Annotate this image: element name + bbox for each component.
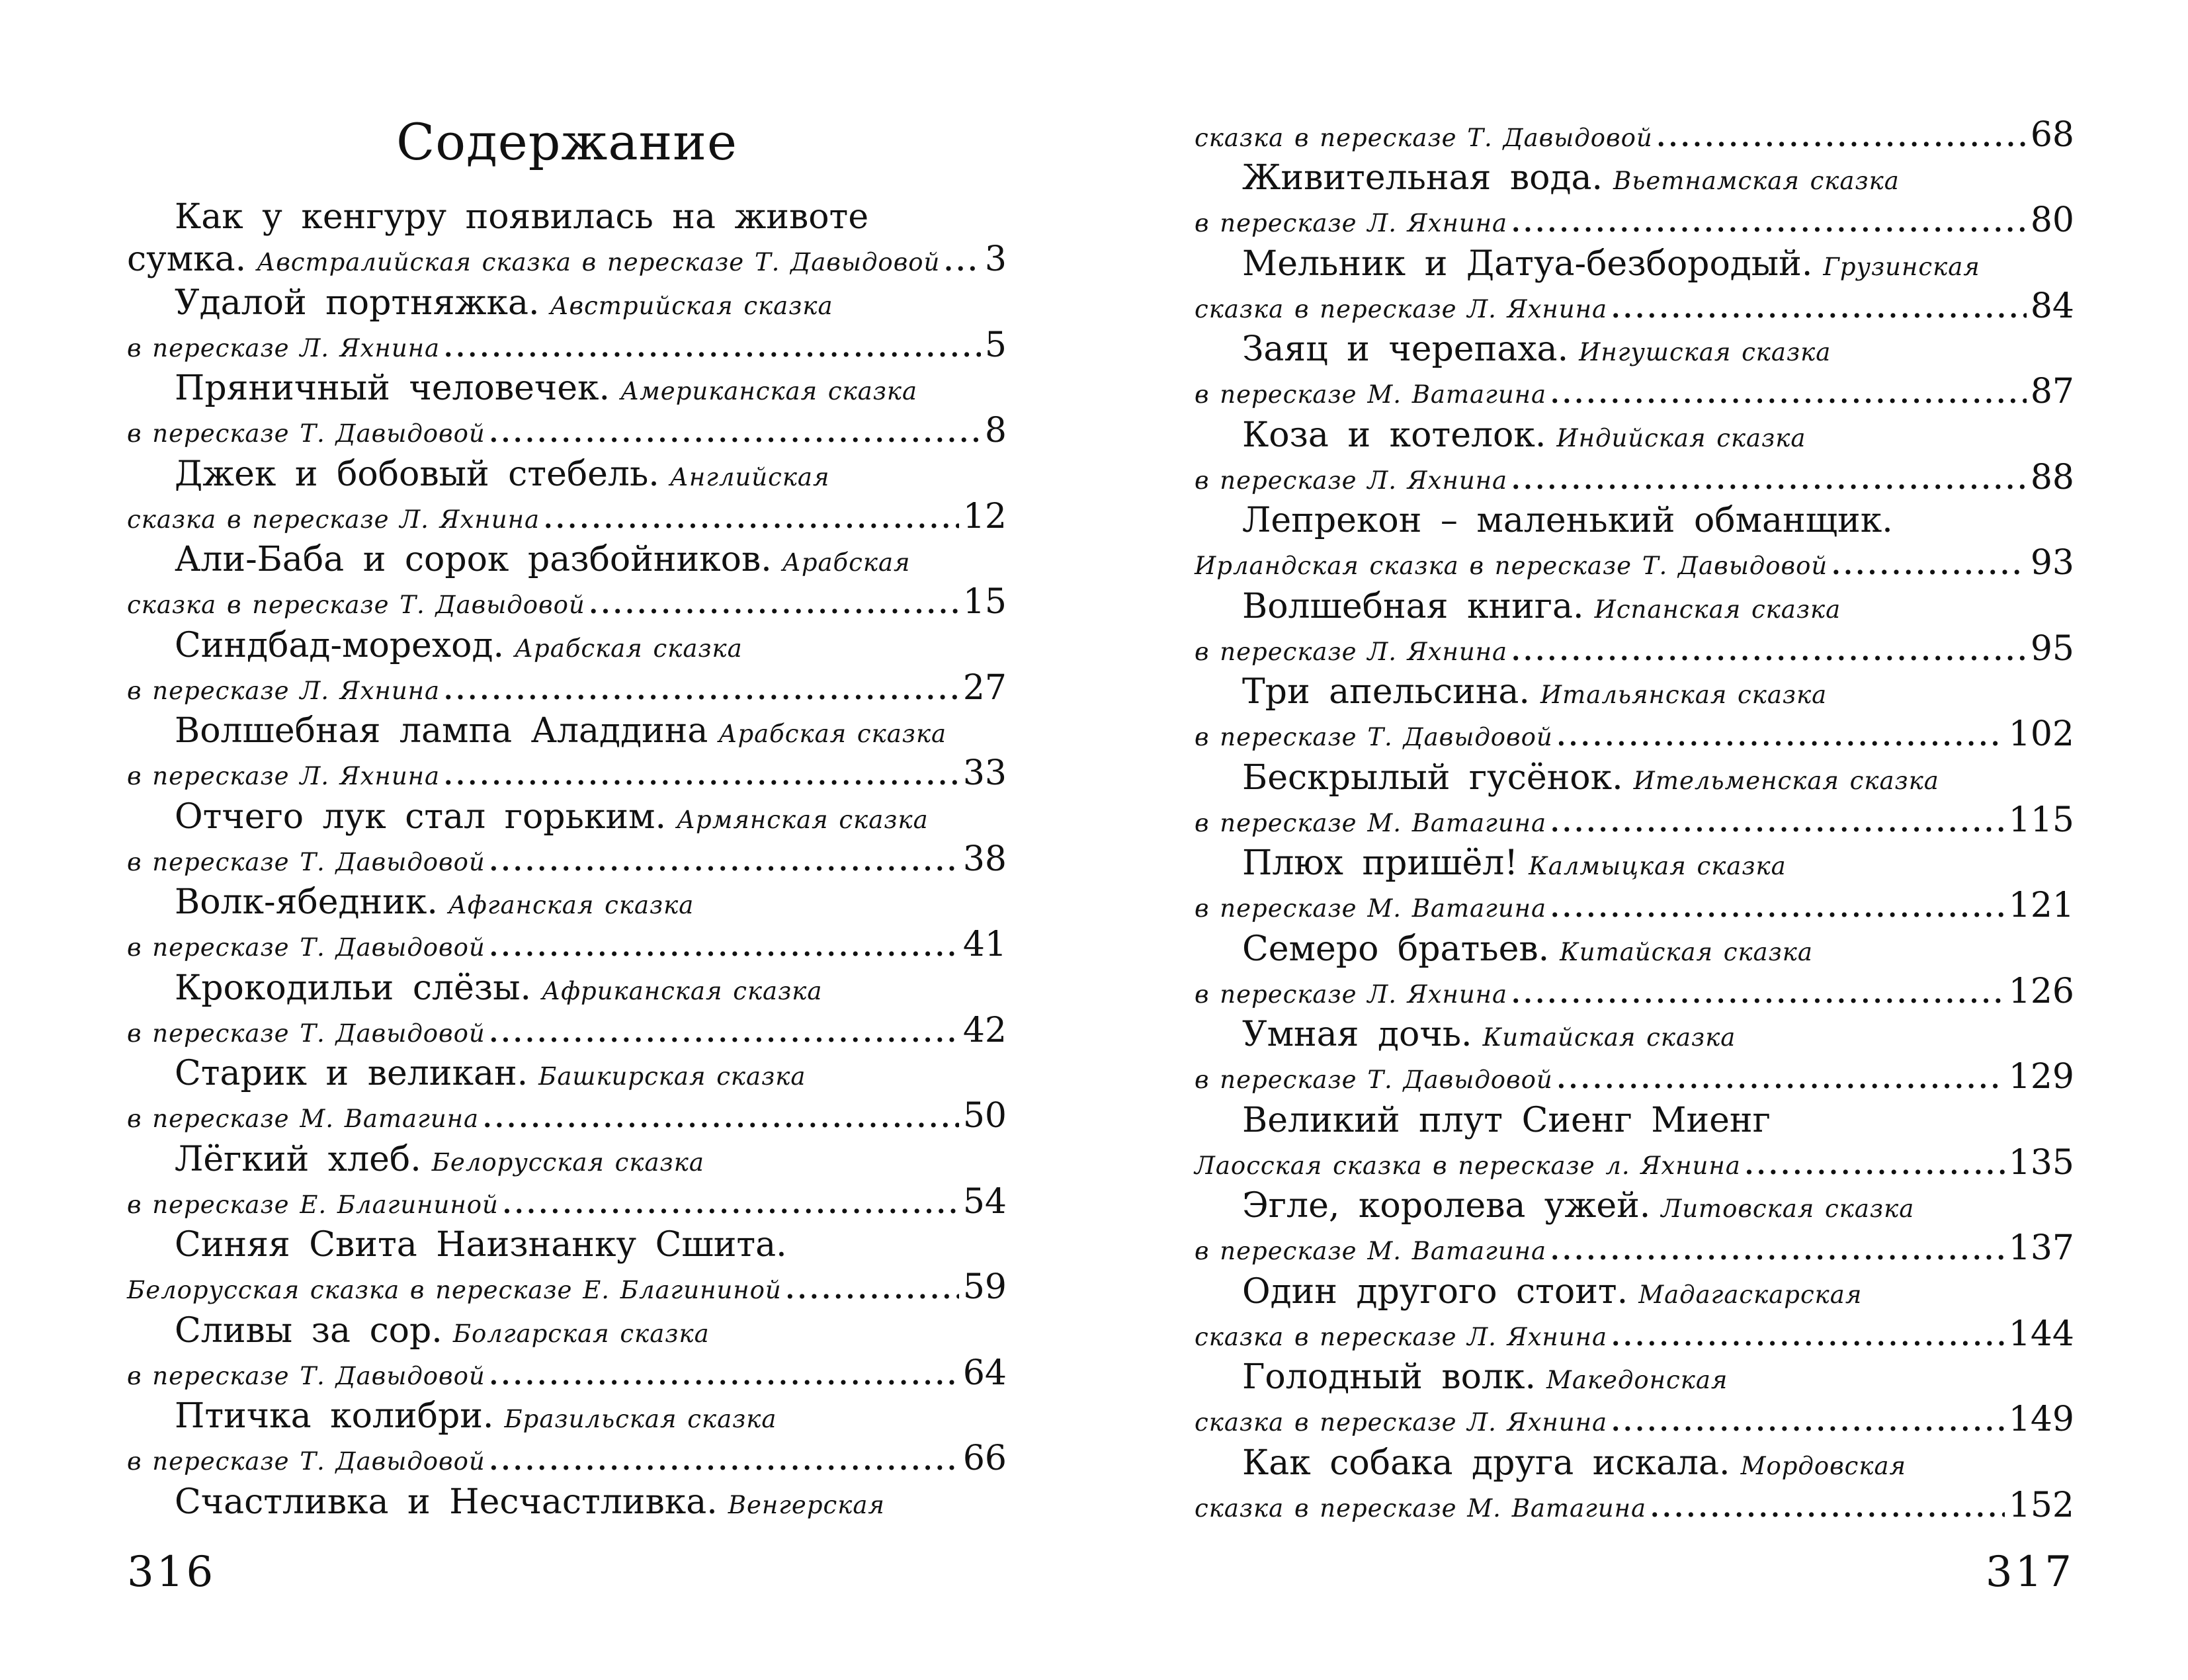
entry-title: Крокодильи слёзы. xyxy=(175,968,532,1008)
entry-title-line xyxy=(127,708,1007,753)
entry-title-line xyxy=(127,1051,1007,1096)
page-number: 87 xyxy=(2030,372,2074,411)
page-number: 66 xyxy=(962,1439,1007,1478)
entry-title: Мельник и Датуа-безбородый. xyxy=(1242,243,1813,284)
entry-source: в пересказе Л. Яхнина xyxy=(1195,209,1508,237)
page-number: 41 xyxy=(962,925,1007,964)
toc-entry xyxy=(127,880,1007,966)
entry-source: в пересказе Л. Яхнина xyxy=(127,333,441,362)
page-number: 15 xyxy=(962,582,1007,622)
entry-source: Африканская сказка xyxy=(542,976,823,1005)
entry-source-line xyxy=(1195,1314,2074,1355)
page-number: 149 xyxy=(2008,1400,2074,1439)
entry-title-line xyxy=(127,1394,1007,1439)
entry-source: Македонская xyxy=(1546,1366,1728,1394)
entry-source-line xyxy=(1195,458,2074,498)
entry-source: Грузинская xyxy=(1823,252,1980,281)
entry-source: Белорусская сказка в пересказе Е. Благининой xyxy=(127,1276,782,1304)
entry-source-line xyxy=(1195,1486,2074,1526)
entry-source-line xyxy=(127,1353,1007,1394)
entry-title-line xyxy=(1195,1355,2074,1400)
entry-source-line xyxy=(1195,886,2074,926)
entry-source-line xyxy=(1195,543,2074,583)
toc-entry xyxy=(127,452,1007,538)
entry-source: Австралийская сказка в пересказе Т. Давыдовой xyxy=(257,248,941,276)
entry-source: в пересказе М. Ватагина xyxy=(127,1105,480,1133)
entry-title-line xyxy=(1195,413,2074,458)
leader-dots xyxy=(1511,631,2027,671)
entry-title-line xyxy=(1195,241,2074,286)
entry-source-line xyxy=(1195,1143,2074,1183)
leader-dots xyxy=(1611,1402,2005,1442)
entry-source: Литовская сказка xyxy=(1661,1195,1915,1223)
page-number: 88 xyxy=(2030,457,2074,497)
toc-entry xyxy=(1195,498,2074,584)
entry-title-line xyxy=(127,880,1007,925)
entry-source: Арабская сказка xyxy=(718,720,947,748)
entry-title: Заяц и черепаха. xyxy=(1242,329,1569,369)
leader-dots xyxy=(786,1269,959,1310)
entry-source-line xyxy=(1195,714,2074,755)
entry-source-line xyxy=(127,497,1007,537)
entry-source: в пересказе Е. Благининой xyxy=(127,1190,499,1219)
leader-dots xyxy=(1511,460,2027,500)
right-page xyxy=(1195,0,2074,1680)
toc-entry xyxy=(1195,1183,2074,1269)
toc-entry xyxy=(1195,241,2074,327)
entry-title-line xyxy=(1195,669,2074,714)
entry-source: Арабская сказка xyxy=(515,634,743,663)
leader-dots xyxy=(589,584,959,624)
toc-entry xyxy=(127,966,1007,1052)
toc-entry xyxy=(127,280,1007,366)
entry-source-line xyxy=(127,1182,1007,1222)
page-number: 12 xyxy=(962,496,1007,536)
page-number: 27 xyxy=(962,667,1007,708)
entry-title-line xyxy=(1195,1012,2074,1057)
entry-title: Сливы за сор. xyxy=(175,1310,442,1351)
entry-title-line xyxy=(127,966,1007,1011)
leader-dots xyxy=(1557,716,2005,757)
toc-entry xyxy=(127,794,1007,880)
entry-title: Три апельсина. xyxy=(1242,672,1530,712)
entry-source-line xyxy=(127,325,1007,366)
entry-title-line xyxy=(127,794,1007,839)
page-title: Содержание xyxy=(396,112,737,171)
entry-title: Как собака друга искала. xyxy=(1242,1443,1730,1483)
entry-source-line xyxy=(1195,800,2074,841)
page-number: 126 xyxy=(2008,971,2074,1011)
entry-source: сказка в пересказе Л. Яхнина xyxy=(1195,294,1608,323)
page-number: 33 xyxy=(962,753,1007,793)
entry-title-line xyxy=(127,1480,1007,1525)
entry-source: Армянская сказка xyxy=(677,805,929,834)
page-number: 95 xyxy=(2030,628,2074,669)
leader-dots xyxy=(1650,1488,2005,1528)
entry-title: Удалой портняжка. xyxy=(175,282,540,323)
entry-title: Живительная вода. xyxy=(1242,158,1603,198)
toc-list-left xyxy=(127,194,1007,1525)
entry-source: в пересказе Л. Яхнина xyxy=(1195,637,1508,666)
leader-dots xyxy=(1511,202,2027,243)
entry-source: Афганская сказка xyxy=(448,891,694,919)
entry-title-line xyxy=(1195,327,2074,372)
entry-source-line xyxy=(1195,372,2074,412)
entry-source: в пересказе Л. Яхнина xyxy=(127,676,441,705)
entry-source-line xyxy=(127,1439,1007,1479)
entry-source: Ительменская сказка xyxy=(1633,766,1939,795)
toc-entry xyxy=(127,1222,1007,1308)
entry-title: Один другого стоит. xyxy=(1242,1271,1628,1312)
entry-source: Китайская сказка xyxy=(1482,1023,1736,1052)
page-number: 5 xyxy=(984,325,1007,365)
leader-dots xyxy=(1657,117,2027,157)
entry-source: Итальянская сказка xyxy=(1540,681,1828,709)
entry-source: в пересказе Т. Давыдовой xyxy=(127,1447,485,1476)
leader-dots xyxy=(1611,1316,2005,1357)
entry-source-line xyxy=(1195,1057,2074,1097)
entry-source-line xyxy=(127,668,1007,708)
toc-entry xyxy=(127,1051,1007,1137)
entry-title: Али-Баба и сорок разбойников. xyxy=(175,540,772,579)
entry-title-continued: сумка. xyxy=(127,239,247,279)
page-number: 42 xyxy=(962,1010,1007,1050)
toc-entry xyxy=(127,366,1007,452)
entry-source: Ингушская сказка xyxy=(1579,338,1831,366)
entry-source: Китайская сказка xyxy=(1560,937,1813,966)
page-number: 129 xyxy=(2008,1057,2074,1097)
entry-title: Семеро братьев. xyxy=(1242,929,1550,969)
entry-source-line xyxy=(127,753,1007,794)
toc-entry xyxy=(1195,1441,2074,1527)
entry-source: в пересказе Л. Яхнина xyxy=(1195,466,1508,495)
entry-title: Волк-ябедник. xyxy=(175,882,438,922)
entry-source: Вьетнамская сказка xyxy=(1613,167,1900,195)
page-folio: 317 xyxy=(1985,1548,2074,1597)
entry-title-line xyxy=(127,1308,1007,1353)
entry-source: Американская сказка xyxy=(620,377,918,405)
entry-source: Калмыцкая сказка xyxy=(1529,852,1787,880)
page-number: 68 xyxy=(2030,115,2074,155)
entry-source-line xyxy=(127,1096,1007,1136)
continued-entry-line xyxy=(1195,115,2074,155)
entry-source: сказка в пересказе Л. Яхнина xyxy=(1195,1322,1608,1351)
entry-source-line xyxy=(127,1011,1007,1051)
leader-dots xyxy=(489,1355,959,1396)
page-number: 121 xyxy=(2008,886,2074,925)
toc-entry xyxy=(127,623,1007,709)
entry-source: Индийская сказка xyxy=(1556,423,1806,452)
entry-title-line xyxy=(127,194,1007,239)
leader-dots xyxy=(544,499,959,539)
entry-title: Эгле, королева ужей. xyxy=(1242,1186,1651,1226)
entry-source: в пересказе Т. Давыдовой xyxy=(127,1361,485,1390)
toc-entry xyxy=(1195,755,2074,841)
entry-title-line xyxy=(1195,927,2074,972)
leader-dots xyxy=(1550,888,2005,928)
entry-title: Старик и великан. xyxy=(175,1054,528,1093)
toc-entry xyxy=(1195,669,2074,755)
page-number: 80 xyxy=(2030,200,2074,240)
entry-title-line xyxy=(1195,584,2074,629)
entry-title-line xyxy=(1195,1441,2074,1486)
entry-title: Умная дочь. xyxy=(1242,1015,1472,1054)
entry-source: в пересказе Т. Давыдовой xyxy=(1195,723,1553,751)
entry-title: Коза и котелок. xyxy=(1242,415,1546,455)
entry-source-line xyxy=(127,1267,1007,1308)
entry-source-line xyxy=(127,411,1007,451)
entry-title-line xyxy=(1195,1183,2074,1228)
entry-source: сказка в пересказе Т. Давыдовой xyxy=(1195,124,1653,152)
entry-title-line xyxy=(127,1137,1007,1182)
entry-title: Лёгкий хлеб. xyxy=(175,1139,421,1179)
entry-source: Австрийская сказка xyxy=(550,291,833,320)
page-number: 3 xyxy=(984,239,1007,279)
entry-source: сказка в пересказе Л. Яхнина xyxy=(1195,1408,1608,1437)
entry-source: в пересказе М. Ватагина xyxy=(1195,1237,1547,1265)
entry-source-line xyxy=(127,839,1007,880)
entry-source: Мордовская xyxy=(1740,1451,1907,1480)
entry-source: в пересказе Т. Давыдовой xyxy=(1195,1066,1553,1094)
toc-entry xyxy=(1195,927,2074,1013)
entry-title: Птичка колибри. xyxy=(175,1396,494,1436)
toc-entry xyxy=(127,708,1007,794)
leader-dots xyxy=(444,755,959,796)
leader-dots xyxy=(489,413,981,453)
entry-source-line xyxy=(1195,629,2074,669)
entry-title: Плюх пришёл! xyxy=(1242,843,1519,883)
page-number: 115 xyxy=(2008,800,2074,840)
entry-title: Синяя Свита Наизнанку Сшита. xyxy=(175,1225,787,1265)
entry-title: Бескрылый гусёнок. xyxy=(1242,757,1623,798)
page-number: 59 xyxy=(962,1267,1007,1307)
leader-dots xyxy=(489,1013,959,1053)
leader-dots xyxy=(1511,974,2005,1014)
leader-dots xyxy=(1611,288,2027,329)
toc-entry xyxy=(1195,841,2074,927)
entry-source-line xyxy=(127,239,1007,280)
toc-entry xyxy=(1195,155,2074,241)
leader-dots xyxy=(444,327,981,368)
entry-source: в пересказе Т. Давыдовой xyxy=(127,847,485,876)
page-folio: 316 xyxy=(127,1548,216,1597)
entry-title: Пряничный человечек. xyxy=(175,368,610,408)
entry-source: Башкирская сказка xyxy=(538,1062,806,1091)
toc-entry xyxy=(1195,1012,2074,1098)
leader-dots xyxy=(489,841,959,882)
leader-dots xyxy=(944,241,981,282)
leader-dots xyxy=(1745,1145,2005,1185)
leader-dots xyxy=(1550,802,2005,843)
page-number: 144 xyxy=(2008,1314,2074,1354)
entry-source: Ирландская сказка в пересказе Т. Давыдовой xyxy=(1195,552,1828,580)
entry-source: в пересказе М. Ватагина xyxy=(1195,894,1547,923)
entry-title: Как у кенгуру появилась на животе xyxy=(175,197,869,237)
entry-title-line xyxy=(127,1222,1007,1267)
page-number: 137 xyxy=(2008,1228,2074,1268)
entry-source: Мадагаскарская xyxy=(1638,1280,1863,1309)
entry-title: Синдбад-мореход. xyxy=(175,625,505,665)
page-number: 84 xyxy=(2030,286,2074,326)
entry-source: в пересказе Л. Яхнина xyxy=(1195,980,1508,1009)
entry-source: в пересказе Т. Давыдовой xyxy=(127,1019,485,1048)
entry-title-line xyxy=(1195,841,2074,886)
entry-source: сказка в пересказе Л. Яхнина xyxy=(127,505,540,534)
entry-source-line xyxy=(1195,286,2074,327)
entry-source: Лаосская сказка в пересказе л. Яхнина xyxy=(1195,1151,1741,1180)
page-number: 135 xyxy=(2008,1142,2074,1183)
toc-entry xyxy=(127,194,1007,280)
entry-source: в пересказе Т. Давыдовой xyxy=(127,933,485,962)
leader-dots xyxy=(483,1098,959,1138)
page-number: 54 xyxy=(962,1181,1007,1222)
entry-title: Отчего лук стал горьким. xyxy=(175,796,667,837)
toc-entry xyxy=(1195,1269,2074,1355)
entry-source: в пересказе Т. Давыдовой xyxy=(127,419,485,448)
entry-title-line xyxy=(1195,155,2074,200)
toc-entry xyxy=(127,1394,1007,1480)
entry-title-line xyxy=(127,623,1007,668)
toc-entry xyxy=(127,537,1007,623)
entry-source-line xyxy=(127,925,1007,965)
entry-title: Счастливка и Несчастливка. xyxy=(175,1482,718,1522)
page-number: 93 xyxy=(2030,543,2074,583)
entry-source-line xyxy=(1195,200,2074,241)
toc-entry xyxy=(1195,327,2074,413)
leader-dots xyxy=(1557,1059,2005,1099)
entry-title: Голодный волк. xyxy=(1242,1357,1536,1397)
toc-entry xyxy=(1195,1355,2074,1441)
entry-source: в пересказе М. Ватагина xyxy=(1195,380,1547,409)
leader-dots xyxy=(1550,374,2027,414)
entry-title-line xyxy=(127,366,1007,411)
entry-title: Великий плут Сиенг Миенг xyxy=(1242,1100,1771,1140)
left-page xyxy=(127,0,1007,1680)
entry-source: сказка в пересказе М. Ватагина xyxy=(1195,1493,1647,1523)
leader-dots xyxy=(1550,1230,2005,1271)
entry-source: Венгерская xyxy=(728,1490,885,1519)
page-number: 102 xyxy=(2008,714,2074,754)
page-number: 8 xyxy=(984,411,1007,450)
entry-source: в пересказе Л. Яхнина xyxy=(127,762,441,790)
entry-title: Джек и бобовый стебель. xyxy=(175,454,659,494)
entry-source: Английская xyxy=(669,462,830,491)
leader-dots xyxy=(503,1184,959,1224)
entry-title-line xyxy=(1195,1098,2074,1143)
entry-title: Лепрекон – маленький обманщик. xyxy=(1242,501,1893,540)
entry-source-line xyxy=(1195,1400,2074,1440)
leader-dots xyxy=(1831,545,2027,585)
entry-source: Испанская сказка xyxy=(1594,595,1841,624)
page-number: 50 xyxy=(962,1096,1007,1136)
toc-entry xyxy=(1195,1098,2074,1184)
page-number: 38 xyxy=(962,839,1007,879)
entry-source-line xyxy=(127,582,1007,622)
leader-dots xyxy=(489,927,959,967)
leader-dots xyxy=(489,1441,959,1481)
entry-title-line xyxy=(127,537,1007,582)
entry-title-line xyxy=(1195,498,2074,543)
entry-title-line xyxy=(1195,1269,2074,1314)
entry-title: Волшебная лампа Аладдина xyxy=(175,711,708,751)
page-number: 152 xyxy=(2008,1485,2074,1525)
entry-source: в пересказе М. Ватагина xyxy=(1195,808,1547,837)
entry-title-line xyxy=(127,280,1007,325)
entry-title-line xyxy=(1195,755,2074,800)
toc-entry xyxy=(1195,584,2074,670)
entry-source: Болгарская сказка xyxy=(452,1319,710,1348)
entry-title-line xyxy=(127,452,1007,497)
entry-source: Бразильская сказка xyxy=(504,1405,777,1433)
page-number: 64 xyxy=(962,1353,1007,1393)
entry-source: Арабская xyxy=(782,548,911,577)
entry-source: сказка в пересказе Т. Давыдовой xyxy=(127,591,585,619)
toc-entry xyxy=(1195,413,2074,499)
entry-source-line xyxy=(1195,1228,2074,1269)
toc-entry xyxy=(127,1137,1007,1223)
entry-source: Белорусская сказка xyxy=(431,1148,704,1177)
toc-list-right xyxy=(1195,115,2074,1526)
entry-source-line xyxy=(1195,972,2074,1012)
entry-title: Волшебная книга. xyxy=(1242,586,1584,626)
leader-dots xyxy=(444,670,959,710)
toc-entry xyxy=(127,1308,1007,1394)
